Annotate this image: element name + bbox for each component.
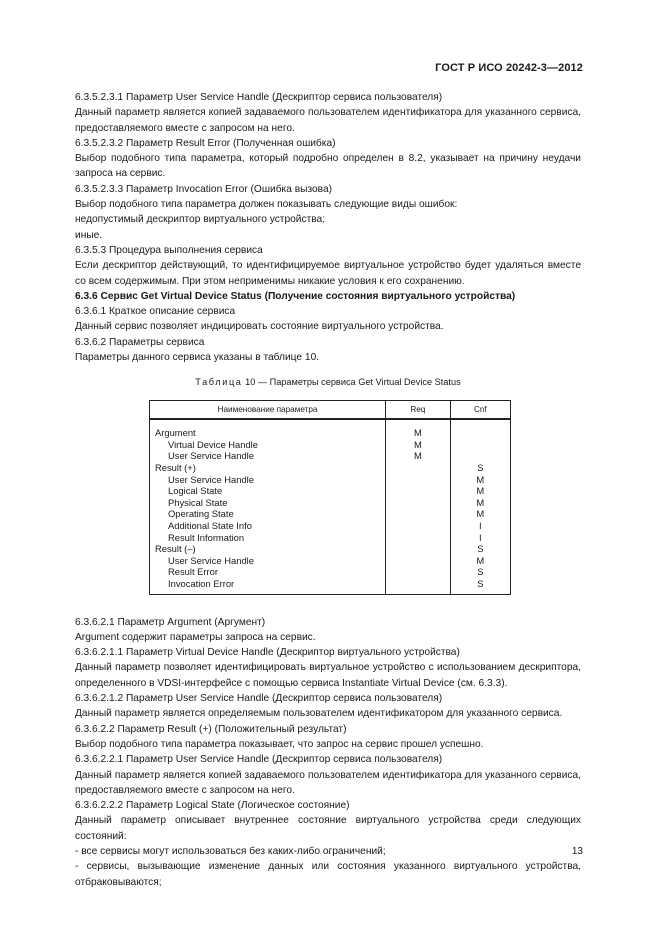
table-cell-name: User Service Handle: [168, 554, 254, 566]
paragraph: Выбор подобного типа параметра должен показывать следующие виды ошибок:: [75, 199, 458, 211]
paragraph: Данный параметр является копией задаваемого пользователем идентификатора для указанного сервиса, предоставляемого вместе с запросом на него.: [75, 769, 581, 796]
paragraph: 6.3.6.2.2.1 Параметр User Service Handle (Дескриптор сервиса пользователя): [75, 754, 443, 766]
table-cell-cnf: M: [476, 554, 485, 566]
paragraph: Данный параметр является определяемым пользователем идентификатором для указанного сервиса.: [75, 708, 563, 720]
top-paragraphs: [75, 90, 581, 365]
table-caption-title: 10 — Параметры сервиса Get Virtual Device Status: [242, 377, 461, 388]
paragraph: Данный параметр позволяет идентифицировать виртуальное устройство с использованием дескриптора, определенного в VDSI-интерфейсе с помощью сервиса Instantiate Virtual Device (см. 6.3.3).: [75, 662, 581, 689]
table-col-name: [150, 419, 386, 594]
paragraph: Выбор подобного типа параметра показывает, что запрос на сервис прошел успешно.: [75, 738, 484, 750]
table-cell-name: User Service Handle: [168, 473, 254, 485]
table-cell-req: [386, 474, 450, 486]
paragraph: 6.3.6.2.2 Параметр Result (+) (Положительный результат): [75, 723, 347, 735]
paragraph: недопустимый дескриптор виртуального устройства;: [75, 214, 326, 226]
table-cell-cnf: S: [477, 566, 484, 578]
table-cell-cnf: S: [477, 462, 484, 474]
table-cell-cnf: I: [479, 519, 482, 531]
table-cell-cnf: [451, 450, 510, 462]
paragraph: - сервисы, вызывающие изменение данных или состояния указанного виртуального устройства, отбраковываются;: [75, 861, 581, 888]
table-cell-name: Invocation Error: [168, 577, 235, 589]
paragraph: Данный параметр является копией задаваемого пользователем идентификатора для указанного сервиса, предоставляемого вместе с запросом на него.: [75, 107, 581, 134]
paragraph: Параметры данного сервиса указаны в таблице 10.: [75, 352, 320, 364]
paragraph: 6.3.6.2.1 Параметр Argument (Аргумент): [75, 616, 266, 628]
paragraph: Выбор подобного типа параметра, который подробно определен в 8.2, указывает на причину неудачи запроса на сервис.: [75, 153, 581, 180]
document-body: [75, 90, 581, 890]
table-caption: [75, 375, 581, 390]
paragraph: Если дескриптор действующий, то идентифицируемое виртуальное устройство будет удаляться вместе со всем содержимым. При этом неприменимы никакие условия к его сохранению.: [75, 260, 581, 287]
paragraph: 6.3.5.3 Процедура выполнения сервиса: [75, 244, 263, 256]
table-cell-req: [386, 508, 450, 520]
table-cell-name: Argument: [155, 427, 196, 439]
parameters-table: [149, 400, 511, 595]
table-cell-cnf: M: [476, 473, 485, 485]
table-col-cnf: [450, 419, 510, 594]
table-cell-cnf: M: [476, 496, 485, 508]
table-cell-name: Result (+): [155, 462, 196, 474]
table-cell-req: M: [413, 427, 422, 439]
table-cell-req: [386, 497, 450, 509]
table-cell-name: Physical State: [168, 496, 228, 508]
table-cell-cnf: S: [477, 577, 484, 589]
table-cell-cnf: [451, 427, 510, 439]
bottom-paragraphs: [75, 615, 581, 890]
table-cell-name: Result (–): [155, 543, 196, 555]
table-cell-cnf: M: [476, 508, 485, 520]
table-cell-cnf: I: [479, 531, 482, 543]
table-header-cnf: Cnf: [450, 400, 510, 419]
table-caption-prefix: Таблица: [195, 377, 243, 388]
table-cell-name: Result Information: [168, 531, 245, 543]
paragraph: Данный сервис позволяет индицировать состояние виртуального устройства.: [75, 321, 444, 333]
document-header: ГОСТ Р ИСО 20242-3—2012: [435, 62, 583, 74]
table-cell-req: [386, 520, 450, 532]
table-header-name: Наименование параметра: [150, 400, 386, 419]
paragraph: 6.3.5.2.3.2 Параметр Result Error (Полученная ошибка): [75, 137, 336, 149]
table-cell-req: M: [413, 438, 422, 450]
paragraph: 6.3.5.2.3.3 Параметр Invocation Error (Ошибка вызова): [75, 183, 333, 195]
paragraph: 6.3.6.2.1.2 Параметр User Service Handle (Дескриптор сервиса пользователя): [75, 693, 443, 705]
table-cell-req: [386, 555, 450, 567]
table-cell-req: [386, 543, 450, 555]
paragraph: Argument содержит параметры запроса на сервис.: [75, 631, 316, 643]
table-cell-name: Operating State: [168, 508, 234, 520]
paragraph: 6.3.5.2.3.1 Параметр User Service Handle (Дескриптор сервиса пользователя): [75, 92, 443, 103]
paragraph: 6.3.6.2.2.2 Параметр Logical State (Логическое состояние): [75, 800, 350, 812]
table-col-req: [386, 419, 451, 594]
paragraph: иные.: [75, 229, 103, 241]
table-header-req: Req: [386, 400, 451, 419]
paragraph: 6.3.6.1 Краткое описание сервиса: [75, 306, 236, 318]
table-cell-req: [386, 462, 450, 474]
table-cell-cnf: M: [476, 485, 485, 497]
paragraph: - все сервисы могут использоваться без каких-либо ограничений;: [75, 846, 386, 857]
paragraph: 6.3.6.2.1.1 Параметр Virtual Device Handle (Дескриптор виртуального устройства): [75, 647, 460, 659]
table-cell-req: [386, 532, 450, 544]
table-cell-name: Result Error: [168, 566, 219, 578]
table-cell-cnf: [451, 439, 510, 451]
table-cell-req: [386, 485, 450, 497]
paragraph: Данный параметр описывает внутреннее состояние виртуального устройства среди следующих состояний:: [75, 815, 581, 842]
table-cell-name: User Service Handle: [168, 450, 254, 462]
table-cell-req: [386, 566, 450, 578]
table-cell-name: Additional State Info: [168, 519, 252, 531]
table-cell-req: M: [413, 450, 422, 462]
paragraph: 6.3.6 Сервис Get Virtual Device Status (Получение состояния виртуального устройства): [75, 290, 516, 302]
table-cell-name: Virtual Device Handle: [168, 438, 258, 450]
page-number: 13: [571, 846, 583, 857]
table-cell-name: Logical State: [168, 485, 223, 497]
paragraph: 6.3.6.2 Параметры сервиса: [75, 336, 205, 348]
table-cell-cnf: S: [477, 543, 484, 555]
table-cell-req: [386, 578, 450, 590]
